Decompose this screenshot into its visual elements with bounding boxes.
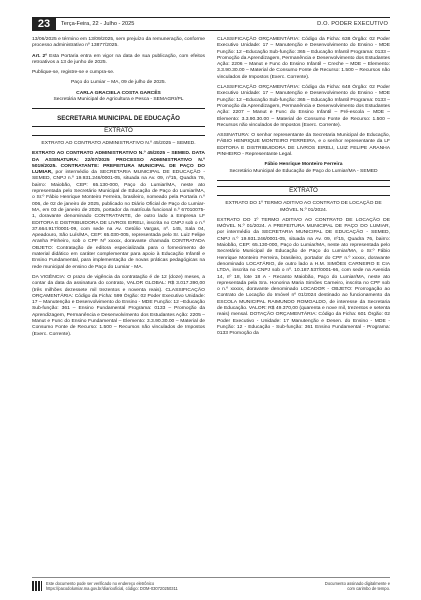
classificacao-creche: CLASSIFICAÇÃO ORÇAMENTÁRIA: Código da Ficha: 638 Órgão: 02 Poder Executivo Unidade: 17 – Manutenção e Desenvolvimento do Ensino - MDE Função: 12 –Educação Sub-função: 365 – Educação Infantil Programa: 0133 – Promoção da Aprendizagem, Permanência e Desenvolvimento dos Estudantes Ação: 2206 – Manut e Func do Ensino Infantil – Creche – MDE – Elemento: 3.3.90.30.00 – Material de Consumo Fonte de Recurso: 1.500 – Recursos não vinculados de Impostos (Exerc. Corrente). xyxy=(217,37,390,80)
signature-note-line-1: Documento assinado digitalmente e xyxy=(324,581,390,586)
signatory-role-right: Secretário Municipal de Educação de Paço do Lumiar/MA - SEMED xyxy=(229,168,378,174)
verification-line-1: Este documento pode ser verificado no endereço eletrônico xyxy=(46,581,155,586)
extrato-heading-right: EXTRATO xyxy=(217,186,390,196)
signatory-role: Secretária Municipal de Agricultura e Pesca - SEMAGRI/PL xyxy=(53,97,184,103)
extrato-vigencia: DA VIGÊNCIA: O prazo de vigência da contratação é de 12 (doze) meses, a contar da data da assinatura do contrato, VALOR GLOBAL: R$ 3.017.390,00 (três milhões dezessete mil trezentos e noventa reais). CLASSIFICAÇÃO ORÇAMENTÁRIA: Código da Ficha: 599 Órgão: 02 Poder Executivo Unidade: 17 – Manutenção e Desenvolvimento do Ensino - MDE Função: 12 –Educação Sub-função: 361 – Ensino Fundamental Programa: 0133 – Promoção da Aprendizagem, Permanência e Desenvolvimento dos Estudantes Ação: 2205 – Manut e Func do Ensino Fundamental – Elemento: 3.3.90.30.00 – Material de Consumo Fonte de Recurso: 1.500 – Recursos não vinculados de Impostos (Exerc. Corrente). xyxy=(32,274,205,337)
verification-note xyxy=(46,581,246,591)
extrato-body xyxy=(32,151,205,271)
portaria-continuation: 13/06/2025 e término em 13/09/2025, sem prejuízo da remuneração, conforme processo administrativo nº 13877/2025. xyxy=(32,37,205,49)
art2-text: Esta Portaria entra em vigor na data de sua publicação, com efeitos retroativos a 13 de junho de 2025. xyxy=(32,53,206,65)
gazette-title: D.O. PODER EXECUTIVO xyxy=(317,21,388,27)
signatory-name: CARLA GRACIELA COSTA GARCÊS xyxy=(76,90,161,96)
art2-label: Art. 2º xyxy=(32,53,48,59)
qr-code-icon xyxy=(32,581,42,591)
section-divider xyxy=(32,108,205,109)
right-column xyxy=(217,37,390,341)
extrato-heading: EXTRATO xyxy=(32,126,205,136)
section-divider-right xyxy=(217,180,390,181)
verification-link[interactable]: https://pacodolumiar.ma.gov.br/diariooficial, código: DOM-030720250311 xyxy=(46,586,178,591)
termo-aditivo-body: EXTRATO DO 1º TERMO ADITIVO AO CONTRATO DE LOCAÇÃO DE IMÓVEL N.º 01/2024. A PREFEITURA MUNICIPAL DE PAÇO DO LUMIAR, por intermédio da SECRETARIA MUNICIPAL DE EDUCAÇÃO - SEMED, CNPJ n.º 19.931.246/0001-05, situada na Av. 09, nº15, Quadra 76, bairro: Maiobão, CEP: 65.130-000, Paço do Lumiar/MA, neste ato representada pelo Secretário Municipal de Educação de Paço do Lumiar/MA, o Sr.º Fábio Henrique Monteiro Ferreira, brasileiro, portador do CPF n.º xxxxx, doravante denominado LOCATÁRIO, de outro lado a H.M. SIMÕES CARNEIRO E CIA LTDA, inscrita no CNPJ sob o nº. 10.187.537/0001-66, com sede na Avenida 14, nº 18, lote 18 A - Recanto Maiobão, Paço do Lumiar/MA, neste ato representada pela Sra. Honorina Maria Simões Carneiro, inscrita no CPF sob o n.º xxxxx, doravante denominado LOCADOR - OBJETO: Prorrogação ao Contrato de Locação do Imóvel nº 01/2024 destinado ao funcionamento da ESCOLA MUNICIPAL RAIMUNDO ROMOALDO, de interesse da Secretaria de Educação. VALOR: R$ 49.370,00 (quarenta e nove mil, trezentos e setenta reais) mensal. DOTAÇÃO ORÇAMENTÁRIA: Código da Ficha: 601 Órgão: 02 Poder Executivo - Unidade: 17 Manutenção e Desen. do Ensino - MDE - Função: 12 - Educação - Sub-função: 361 Ensino Fundamental - Programa: 0133 Promoção da xyxy=(217,217,390,337)
extrato-title-right: EXTRATO DO 1º TERMO ADITIVO AO CONTRATO DE LOCAÇÃO DE IMÓVEL N.º 01/2024. xyxy=(225,201,382,213)
extrato-body-bold: EXTRATO AO CONTRATO ADMINISTRATIVO N.º 45/2025 – SEMED. DATA DA ASSINATURA: 22/07/2025 PROCESSO ADMINISTRATIVO N.º 5019/2025. CONTRATANTE: PREFEITURA MUNICIPAL DE PAÇO DO LUMIAR, xyxy=(32,151,205,176)
classificacao-pre-escola: CLASSIFICAÇÃO ORÇAMENTÁRIA: Código da Ficha: 648 Órgão: 02 Poder Executivo Unidade: 17 – Manutenção e Desenvolvimento do Ensino - MDE Função: 12 –Educação Sub-função: 365 – Educação Infantil Programa: 0133 – Promoção da Aprendizagem, Permanência e Desenvolvimento dos Estudantes Ação: 2207 – Manut e Func do Ensino Infantil – Pré-escola – MDE – Elemento: 3.3.90.30.00 – Material de Consumo Fonte de Recurso: 1.500 – Recursos não vinculados de Impostos (Exerc. Corrente). xyxy=(217,85,390,128)
signature-note xyxy=(280,581,390,591)
page-footer xyxy=(32,577,390,594)
signature-note-line-2: com carimbo de tempo. xyxy=(347,586,390,591)
place-date-line: Paço do Lumiar – MA, 09 de julho de 2025. xyxy=(71,80,166,86)
extrato-body-text: por intermédio da SECRETARIA MUNICIPAL DE EDUCAÇÃO - SEMED, CNPJ n.º 19.931.246/0001-05, situada na Av. 09, nº15, Quadra 76, bairro: Maiobão, CEP: 65.130-000, Paço do Lumiar/MA, neste ato representada pelo Secretário Municipal de Educação de Paço do Lumiar/MA, o Sr.º Fábio Henrique Monteiro Ferreira, brasileiro, nomeado pela Portaria n.º 006, de 02 de janeiro de 2025, publicado no Diário Oficial de Paço do Lumiar-MA, em 03 de janeiro de 2025, portador da matrícula funcional n.º 67010075-1, doravante denominado CONTRATANTE, de outro lado a Empresa LF EDITORA E DISTRIBUIDORA DE LIVROS EIRELI, inscrita no CNPJ sob o n.º 37.664.917/0001-09, com sede na Av. Getúlio Vargas, nº. 145, Sala 04, Apeadouro, São Luís/MA, CEP: 65.030-005, representada pelo Sr. Luiz Felipe Aranha Pinheiro, sob o CPF Nº xxxxx, doravante chamada CONTRATADA OBJETO: Contratação de editora especializada para o fornecimento de material didático em caráter complementar para apoio à Educação Infantil e Ensino Fundamental, para implementação de novas práticas pedagógicas na rede municipal de ensino de Paço do Lumiar - MA. xyxy=(32,170,205,270)
section-title: SECRETARIA MUNICIPAL DE EDUCAÇÃO xyxy=(57,115,180,123)
extrato-title: EXTRATO AO CONTRATO ADMINISTRATIVO N.º 45/2025 – SEMED. xyxy=(41,140,196,146)
issue-date: Terça-Feira, 22 - Julho - 2025 xyxy=(61,21,135,27)
left-column xyxy=(32,37,205,342)
portaria-art2 xyxy=(32,54,205,67)
assinatura-paragraph: ASSINATURA: O senhor representante da Secretaria Municipal de Educação, FÁBIO HENRIQUE MONTEIRO FERREIRA, e o senhor representante da LF EDITORA E DISTRIBUIDORA DE LIVROS EIRELI, LUIZ FELIPE ARANHA PINHEIRO - Representante Legal. xyxy=(217,133,390,158)
signatory-name-right: Fábio Henrique Monteiro Ferreira xyxy=(264,162,343,168)
page-header xyxy=(32,17,390,31)
page-number: 23 xyxy=(32,17,56,31)
publique-line: Publique-se, registre-se e cumpra-se. xyxy=(32,70,115,76)
